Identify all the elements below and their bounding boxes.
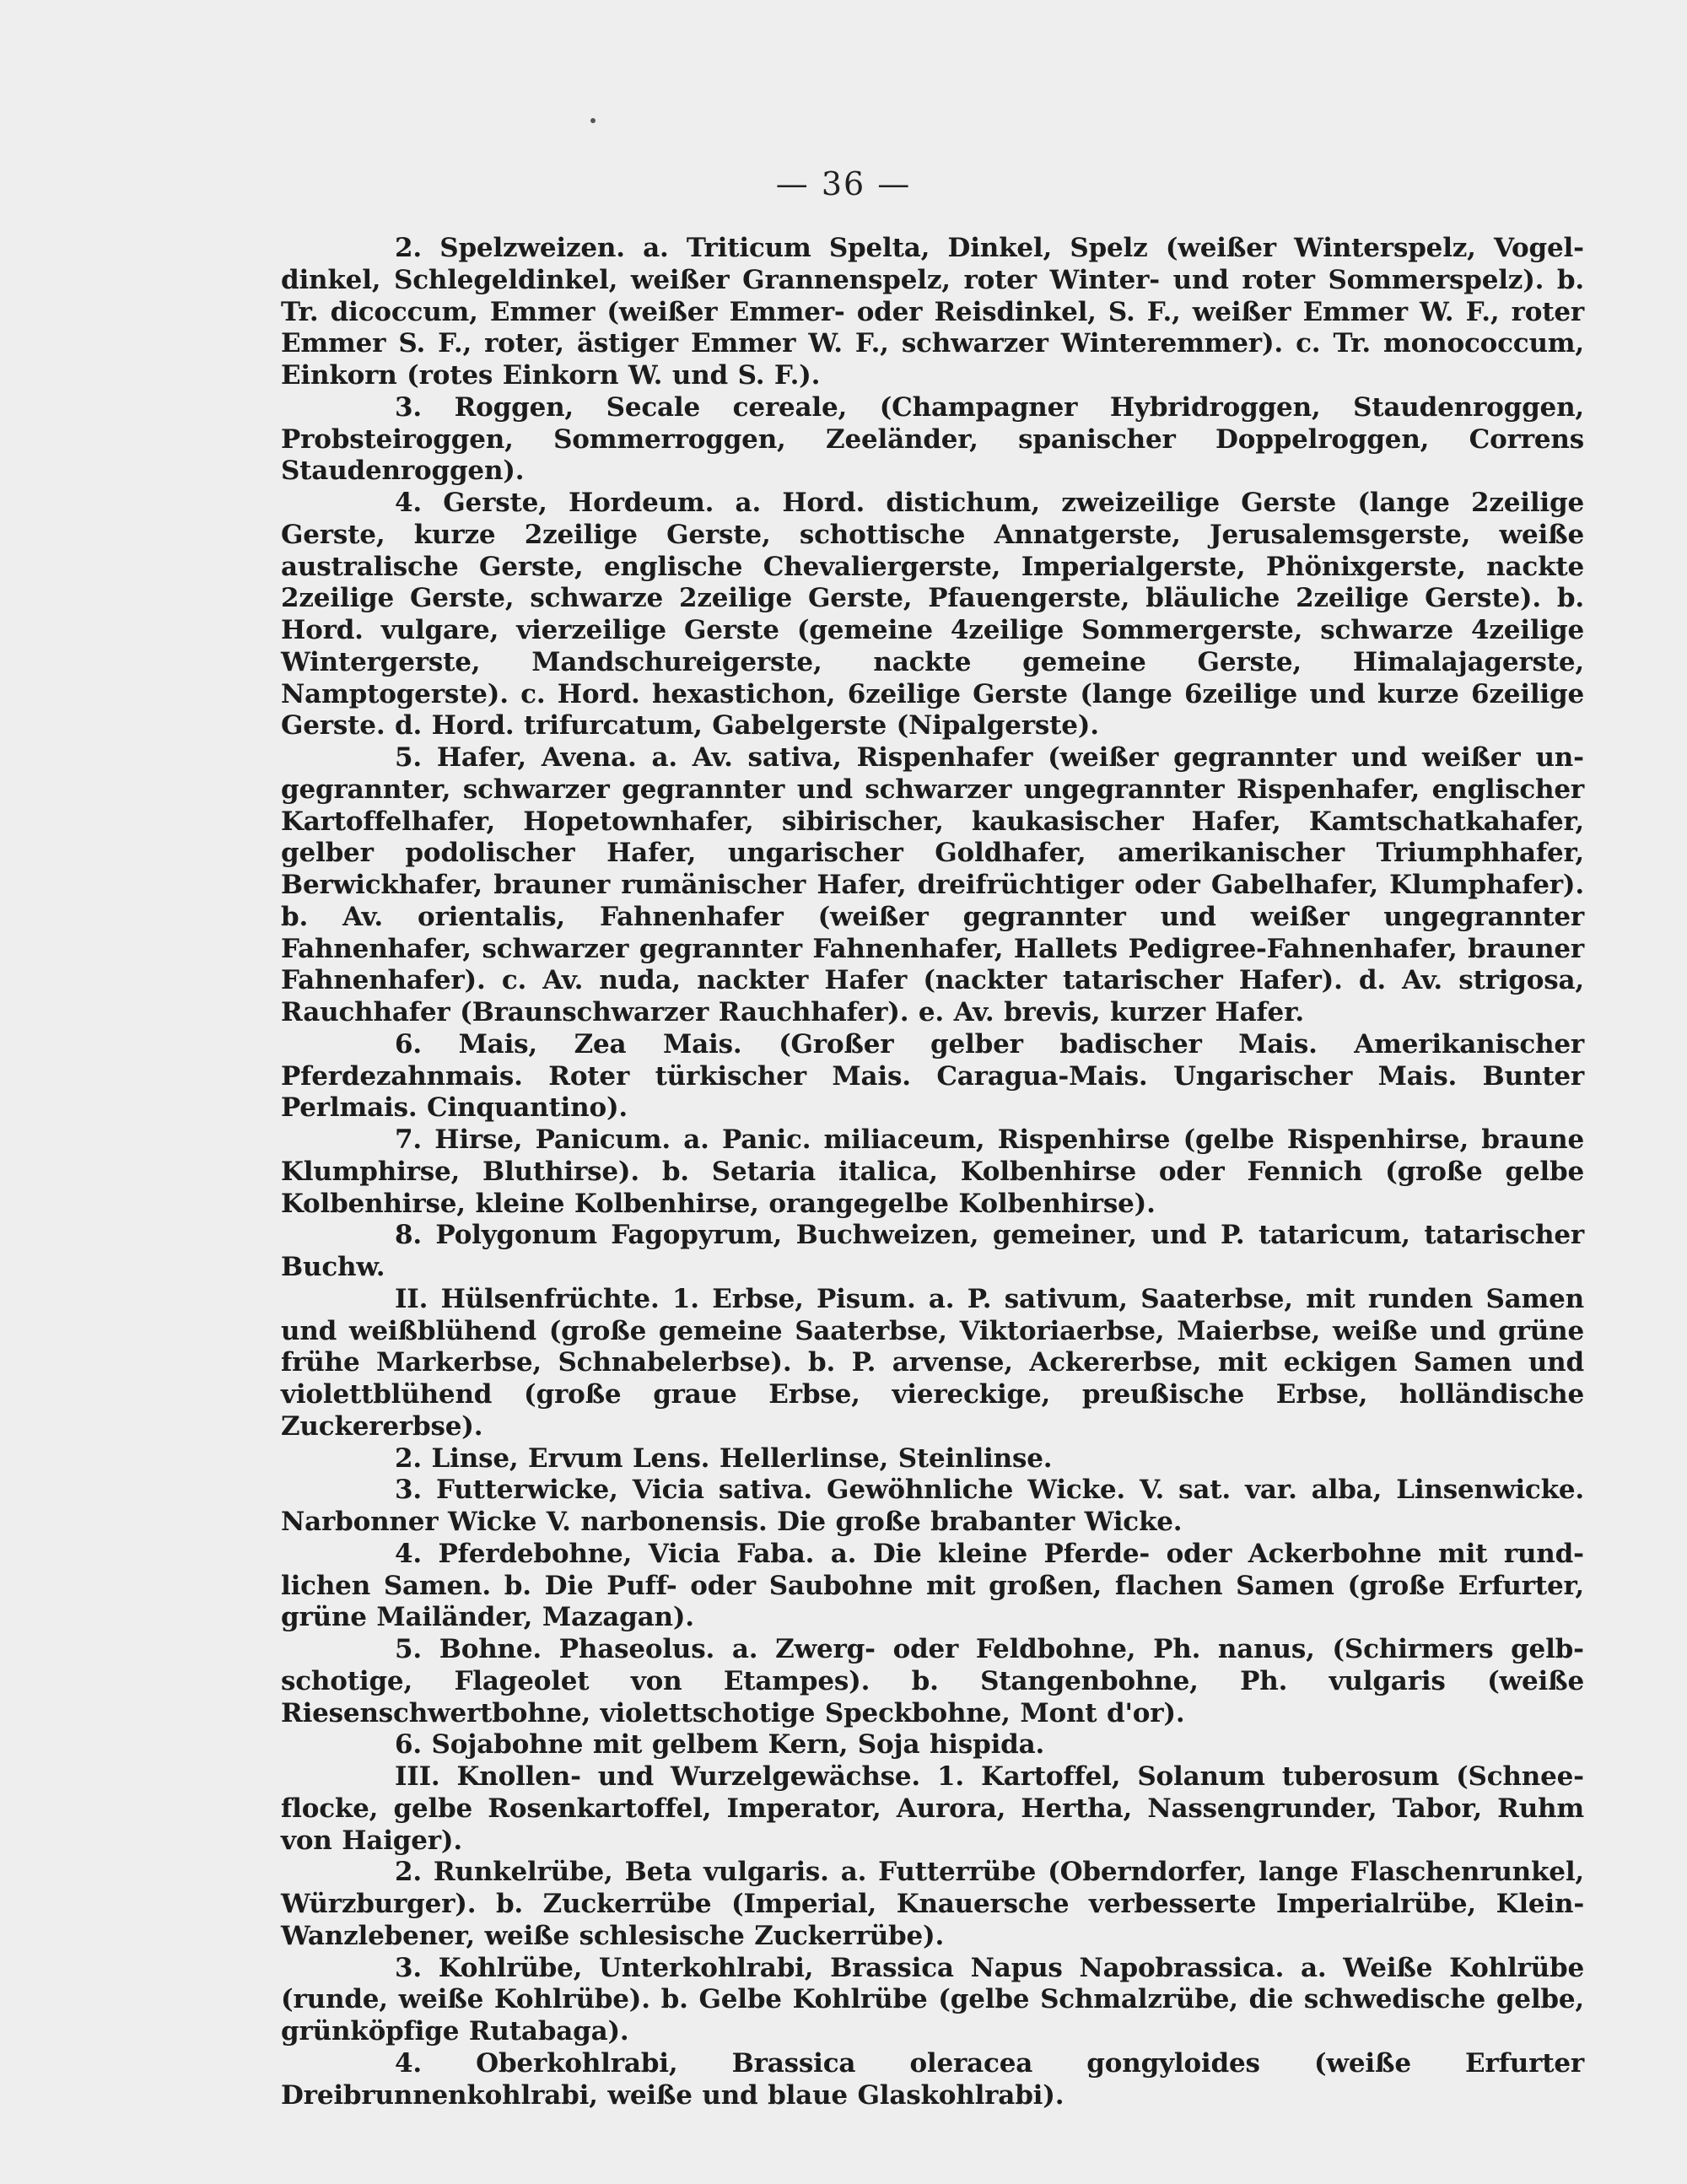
body-text — [281, 233, 1584, 2111]
ink-speck — [590, 118, 596, 123]
paragraph-runkelruebe: 2. Runkelrübe, Beta vulgaris. a. Futterrübe (Oberndorfer, lange Flaschenrunkel, Würzburger). b. Zuckerrübe (Imperial, Knauersche verbesserte Imperialrübe, Klein-Wanzlebener, weiße schlesische Zuckerrübe). — [281, 1857, 1584, 1951]
paragraph-hirse: 7. Hirse, Panicum. a. Panic. miliaceum, Rispenhirse (gelbe Rispenhirse, braune Klumphirse, Bluthirse). b. Setaria italica, Kolbenhirse oder Fennich (große gelbe Kolbenhirse, kleine Kolbenhirse, orangegelbe Kolbenhirse). — [281, 1124, 1584, 1219]
paragraph-futterwicke: 3. Futterwicke, Vicia sativa. Gewöhnliche Wicke. V. sat. var. alba, Linsenwicke. Narbonner Wicke V. narbonensis. Die große brabanter Wicke. — [281, 1475, 1584, 1537]
paragraph-gerste: 4. Gerste, Hordeum. a. Hord. distichum, zweizeilige Gerste (lange 2zeilige Gerste, kurze 2zeilige Gerste, schottische Annatgerste, Jerusalemsgerste, weiße australische Gerste, englische Chevaliergerste, Imperialgerste, Phönixgerste, nackte 2zeilige Gerste, schwarze 2zeilige Gerste, Pfauengerste, bläuliche 2zeilige Gerste). b. Hord. vulgare, vierzeilige Gerste (gemeine 4zeilige Sommergerste, schwarze 4zeilige Wintergerste, Mandschureigerste, nackte gemeine Gerste, Himalajagerste, Namptogerste). c. Hord. hexastichon, 6zeilige Gerste (lange 6zeilige und kurze 6zeilige Gerste. d. Hord. trifurcatum, Gabelgerste (Nipalgerste). — [281, 488, 1584, 741]
paragraph-pferdebohne: 4. Pferdebohne, Vicia Faba. a. Die kleine Pferde- oder Ackerbohne mit rundlichen Samen. b. Die Puff- oder Saubohne mit großen, flachen Samen (große Erfurter, grüne Mailänder, Mazagan). — [281, 1538, 1584, 1633]
paragraph-hafer: 5. Hafer, Avena. a. Av. sativa, Rispenhafer (weißer gegrannter und weißer ungegrannter, schwarzer gegrannter und schwarzer ungegrannter Rispenhafer, englischer Kartoffelhafer, Hopetownhafer, sibirischer, kaukasischer Hafer, Kamtschatkahafer, gelber podolischer Hafer, ungarischer Goldhafer, amerikanischer Triumphhafer, Berwickhafer, brauner rumänischer Hafer, dreifrüchtiger oder Gabelhafer, Klumphafer). b. Av. orientalis, Fahnenhafer (weißer gegrannter und weißer ungegrannter Fahnenhafer, schwarzer gegrannter Fahnenhafer, Hallets Pedigree-Fahnenhafer, brauner Fahnenhafer). c. Av. nuda, nackter Hafer (nackter tatarischer Hafer). d. Av. strigosa, Rauchhafer (Braunschwarzer Rauchhafer). e. Av. brevis, kurzer Hafer. — [281, 742, 1584, 1027]
paragraph-huelsenfruechte-erbse: II. Hülsenfrüchte. 1. Erbse, Pisum. a. P. sativum, Saaterbse, mit runden Samen und weißblühend (große gemeine Saaterbse, Viktoriaerbse, Maierbse, weiße und grüne frühe Markerbse, Schnabelerbse). b. P. arvense, Ackererbse, mit eckigen Samen und violettblühend (große graue Erbse, viereckige, preußische Erbse, holländische Zuckererbse). — [281, 1283, 1584, 1442]
paragraph-mais: 6. Mais, Zea Mais. (Großer gelber badischer Mais. Amerikanischer Pferdezahnmais. Roter türkischer Mais. Caragua-Mais. Ungarischer Mais. Bunter Perlmais. Cinquantino). — [281, 1028, 1584, 1124]
paragraph-linse: 2. Linse, Ervum Lens. Hellerlinse, Steinlinse. — [395, 1443, 1053, 1474]
paragraph-roggen: 3. Roggen, Secale cereale, (Champagner Hybridroggen, Staudenroggen, Probsteiroggen, Sommerroggen, Zeeländer, spanischer Doppelroggen, Correns Staudenroggen). — [281, 391, 1584, 487]
paragraph-buchweizen: 8. Polygonum Fagopyrum, Buchweizen, gemeiner, und P. tataricum, tatarischer Buchw. — [281, 1220, 1584, 1282]
paragraph-kohlruebe: 3. Kohlrübe, Unterkohlrabi, Brassica Napus Napobrassica. a. Weiße Kohlrübe (runde, weiße Kohlrübe). b. Gelbe Kohlrübe (gelbe Schmalzrübe, die schwedische gelbe, grünköpfige Rutabaga). — [281, 1952, 1584, 2046]
page-number: — 36 — — [775, 165, 912, 202]
paragraph-oberkohlrabi: 4. Oberkohlrabi, Brassica oleracea gongyloides (weiße Erfurter Dreibrunnenkohlrabi, weiße und blaue Glaskohlrabi). — [281, 2047, 1584, 2111]
paragraph-knollen-kartoffel: III. Knollen- und Wurzelgewächse. 1. Kartoffel, Solanum tuberosum (Schneeflocke, gelbe Rosenkartoffel, Imperator, Aurora, Hertha, Nassengrunder, Tabor, Ruhm von Haiger). — [281, 1761, 1584, 1856]
paragraph-sojabohne: 6. Sojabohne mit gelbem Kern, Soja hispida. — [395, 1729, 1045, 1761]
paragraph-spelzweizen: 2. Spelzweizen. a. Triticum Spelta, Dinkel, Spelz (weißer Winterspelz, Vogeldinkel, Schlegeldinkel, weißer Grannenspelz, roter Winter- und roter Sommerspelz). b. Tr. dicoccum, Emmer (weißer Emmer- oder Reisdinkel, S. F., weißer Emmer W. F., roter Emmer S. F., roter, ästiger Emmer W. F., schwarzer Winteremmer). c. Tr. monococcum, Einkorn (rotes Einkorn W. und S. F.). — [281, 233, 1584, 391]
paragraph-bohne: 5. Bohne. Phaseolus. a. Zwerg- oder Feldbohne, Ph. nanus, (Schirmers gelbschotige, Flageolet von Etampes). b. Stangenbohne, Ph. vulgaris (weiße Riesenschwertbohne, violettschotige Speckbohne, Mont d'or). — [281, 1634, 1584, 1728]
